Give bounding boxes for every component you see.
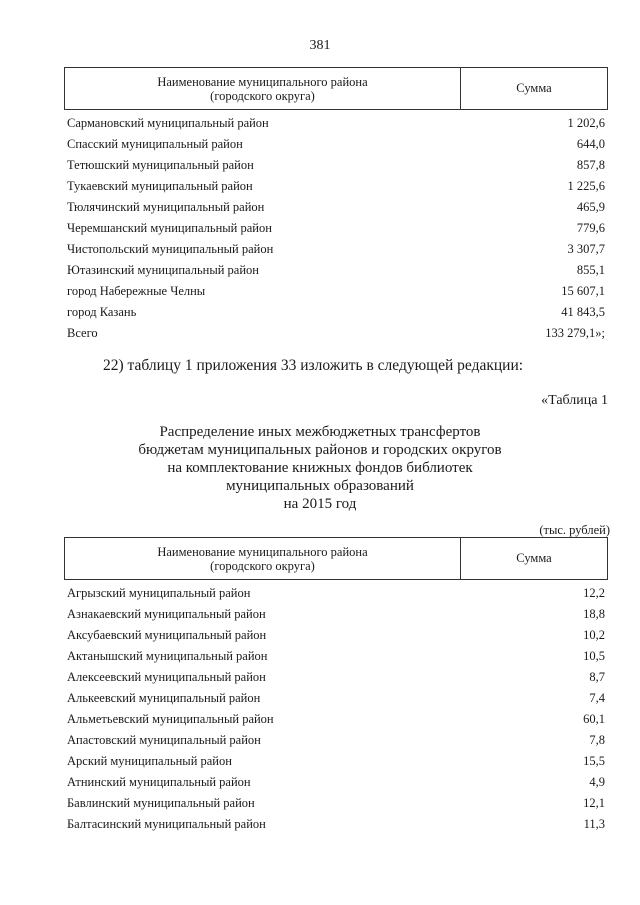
title-line: на 2015 год [283,496,357,512]
row-name: Всего [67,326,98,340]
header-sum-cell: Сумма [516,551,552,565]
row-value: 7,4 [589,691,605,705]
row-name: Актанышский муниципальный район [67,649,268,663]
header-sum-cell: Сумма [516,81,552,95]
row-name: Тюлячинский муниципальный район [67,200,265,214]
table-row [64,131,608,152]
row-value: 18,8 [583,607,605,621]
row-value: 11,3 [583,817,605,831]
table-row [64,664,608,685]
header-name-line2: (городского округа) [210,558,315,573]
row-value: 779,6 [576,221,605,235]
row-name: Бавлинский муниципальный район [67,796,255,810]
row-value: 12,1 [583,796,605,810]
row-value: 855,1 [576,263,605,277]
row-value: 133 279,1»; [545,326,605,340]
row-name: Арский муниципальный район [67,754,232,768]
table-row [64,811,608,832]
row-name: Тукаевский муниципальный район [67,179,253,193]
row-value: 1 225,6 [567,179,605,193]
row-name: город Казань [67,305,137,319]
table-row [64,727,608,748]
table-row [64,580,608,601]
row-name: Апастовский муниципальный район [67,733,261,747]
library-funds-table [64,537,608,832]
table-header [64,67,608,110]
table-body [64,580,608,832]
row-value: 41 843,5 [561,305,605,319]
header-name-line1: Наименование муниципального района [157,544,368,559]
row-value: 465,9 [576,200,605,214]
amendment-paragraph: 22) таблицу 1 приложения 33 изложить в следующей редакции: [103,357,524,374]
row-name: Атнинский муниципальный район [67,775,251,789]
row-name: Агрызский муниципальный район [67,586,251,600]
title-line: муниципальных образований [226,478,414,494]
row-name: Балтасинский муниципальный район [67,817,266,831]
title-line: бюджетам муниципальных районов и городских округов [138,442,502,458]
table-row [64,685,608,706]
table-row [64,601,608,622]
row-name: Тетюшский муниципальный район [67,158,254,172]
row-value: 1 202,6 [567,116,605,130]
table-row [64,236,608,257]
table-row [64,769,608,790]
table-row [64,173,608,194]
table-note: «Таблица 1 [541,393,608,408]
header-name-line1: Наименование муниципального района [157,74,368,89]
table-row [64,257,608,278]
row-name: Чистопольский муниципальный район [67,242,274,256]
row-value: 4,9 [589,775,605,789]
header-name-line2: (городского округа) [210,88,315,103]
row-name: Спасский муниципальный район [67,137,243,151]
row-value: 857,8 [576,158,605,172]
table-row [64,748,608,769]
row-value: 15 607,1 [561,284,605,298]
budget-table-continued [64,67,608,341]
table-row [64,622,608,643]
row-value: 15,5 [583,754,605,768]
row-name: Азнакаевский муниципальный район [67,607,266,621]
table-title [0,423,640,513]
row-name: Ютазинский муниципальный район [67,263,259,277]
table-row [64,706,608,727]
row-value: 7,8 [589,733,605,747]
page-number: 381 [309,38,331,53]
table-row [64,643,608,664]
row-value: 60,1 [583,712,605,726]
row-name: Сармановский муниципальный район [67,116,269,130]
row-name: Альметьевский муниципальный район [67,712,274,726]
table-row [64,110,608,131]
row-value: 12,2 [583,586,605,600]
table-row [64,299,608,320]
table-row [64,194,608,215]
table-header [64,537,608,580]
row-name: Алькеевский муниципальный район [67,691,261,705]
row-value: 10,2 [583,628,605,642]
table-row [64,790,608,811]
header-name-cell [65,538,461,579]
header-name-cell [65,68,461,109]
row-name: город Набережные Челны [67,284,206,298]
row-value: 644,0 [576,137,605,151]
table-body [64,110,608,341]
table-row [64,278,608,299]
row-name: Аксубаевский муниципальный район [67,628,267,642]
title-line: Распределение иных межбюджетных трансфертов [159,424,481,440]
row-value: 8,7 [589,670,605,684]
table-row [64,320,608,341]
row-value: 3 307,7 [567,242,605,256]
units-label: (тыс. рублей) [539,523,610,537]
row-name: Алексеевский муниципальный район [67,670,266,684]
table-row [64,215,608,236]
table-row [64,152,608,173]
row-name: Черемшанский муниципальный район [67,221,272,235]
title-line: на комплектование книжных фондов библиотек [167,460,473,476]
row-value: 10,5 [583,649,605,663]
